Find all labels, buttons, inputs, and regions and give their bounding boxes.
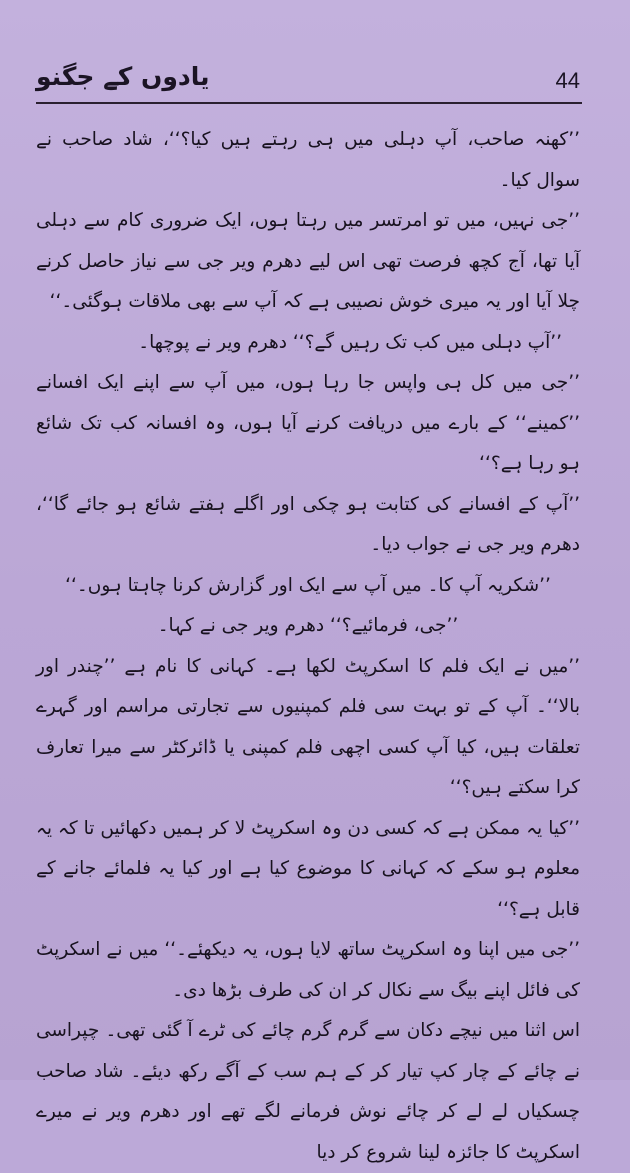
header-divider <box>36 102 582 104</box>
paragraph: ’’جی میں اپنا وہ اسکرپٹ ساتھ لایا ہوں، یہ دیکھئے۔‘‘ میں نے اسکرپٹ کی فائل اپنے بیگ سے نکال کر ان کی طرف بڑھا دی۔ <box>36 939 580 1001</box>
paragraph: ’’آپ کے افسانے کی کتابت ہو چکی اور اگلے ہفتے شائع ہو جائے گا‘‘، دھرم ویر جی نے جواب دیا۔ <box>36 493 580 555</box>
paragraph: ’’شکریہ آپ کا۔ میں آپ سے ایک اور گزارش کرنا چاہتا ہوں۔‘‘ <box>65 574 551 596</box>
paragraph: ’’کیا یہ ممکن ہے کہ کسی دن وہ اسکرپٹ لا کر ہمیں دکھائیں تا کہ یہ معلوم ہو سکے کہ کہانی کا موضوع کیا ہے اور کیا یہ فلمائے جانے کے قابل ہے؟‘‘ <box>36 817 580 920</box>
paragraph: اس اثنا میں نیچے دکان سے گرم گرم چائے کی ٹرے آ گئی تھی۔ چپراسی نے چائے کے چار کپ تیار کر کے ہم سب کے آگے رکھ دیئے۔ شاد صاحب چسکیاں لے لے کر چائے نوش فرمانے لگے تھے اور دھرم ویر نے میرے اسکرپٹ کا جائزہ لینا شروع کر دیا <box>36 1020 580 1163</box>
paragraph: ’’جی، فرمائیے؟‘‘ دھرم ویر جی نے کہا۔ <box>157 615 459 636</box>
page-number: 44 <box>555 68 580 93</box>
paragraph: ’’میں نے ایک فلم کا اسکرپٹ لکھا ہے۔ کہانی کا نام ہے ’’چندر اور بالا‘‘۔ آپ کے تو بہت سی فلم کمپنیوں سے تجارتی مراسم اور گہرے تعلقات ہیں، کیا آپ کسی اچھی فلم کمپنی یا ڈائرکٹر سے میرا تعارف کرا سکتے ہیں؟‘‘ <box>36 655 580 798</box>
paragraph: ’’کھنہ صاحب، آپ دہلی میں ہی رہتے ہیں کیا؟‘‘، شاد صاحب نے سوال کیا۔ <box>36 129 580 191</box>
paragraph: ’’جی میں کل ہی واپس جا رہا ہوں، میں آپ سے اپنے ایک افسانے ’’کمینے‘‘ کے بارے میں دریافت کرنے آیا ہوں، وہ افسانہ کب تک شائع ہو رہا ہے؟‘‘ <box>36 372 580 474</box>
paragraph: ’’آپ دہلی میں کب تک رہیں گے؟‘‘ دھرم ویر نے پوچھا۔ <box>138 331 562 353</box>
page-body <box>36 120 580 1173</box>
page-header <box>36 62 582 108</box>
paragraph: ’’جی نہیں، میں تو امرتسر میں رہتا ہوں، ایک ضروری کام سے دہلی آیا تھا، آج کچھ فرصت تھی اس لیے دھرم ویر جی سے نیاز حاصل کرنے چلا آیا اور یہ میری خوش نصیبی ہے کہ آپ سے بھی ملاقات ہوگئی۔‘‘ <box>36 210 580 312</box>
running-title: یادوں کے جگنو <box>36 62 210 91</box>
